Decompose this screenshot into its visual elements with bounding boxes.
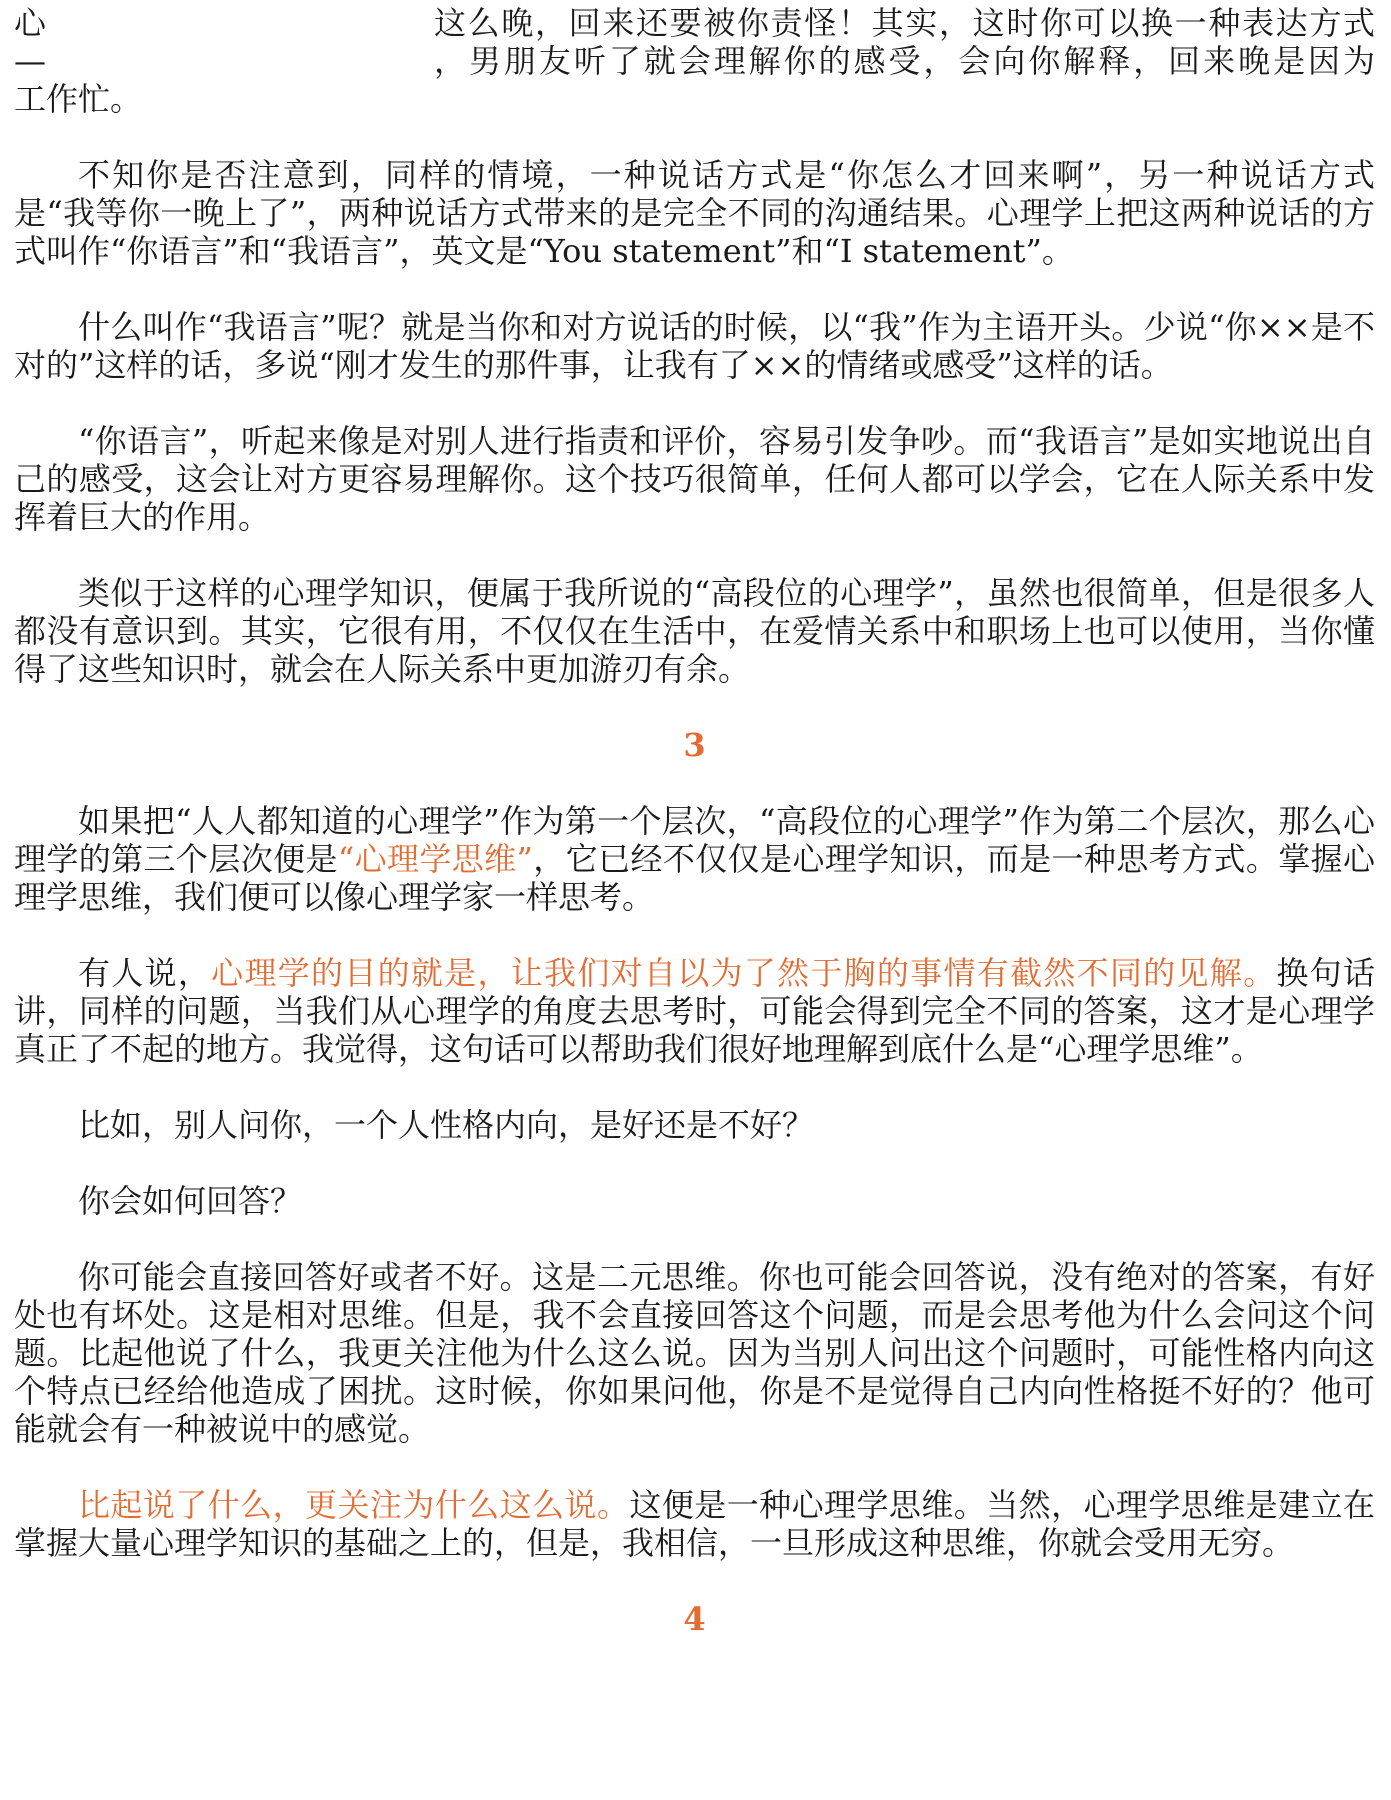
paragraph-10-text: 这便是一种心理学思维。当然，心理学思维是建立在掌握大量心理学知识的基础之上的，但是，我相信，一旦形成这种思维，你就会受用无穷。 [14,1486,1375,1562]
continuation-end: 工作忙。 [14,80,143,118]
continuation-line-1 [14,4,1375,42]
section-heading-4: 4 [683,1600,706,1638]
section-heading-3: 3 [683,726,706,764]
continuation-line-2 [14,42,1375,80]
paragraph-5 [14,802,1375,916]
paragraph-1: 不知你是否注意到，同样的情境，一种说话方式是“你怎么才回来啊”，另一种说话方式是“我等你一晚上了”，两种说话方式带来的是完全不同的沟通结果。心理学上把这两种说话的方式叫作“你语言”和“我语言”，英文是“You statement”和“I statement”。 [14,156,1375,270]
paragraph-9: 你可能会直接回答好或者不好。这是二元思维。你也可能会回答说，没有绝对的答案，有好处也有坏处。这是相对思维。但是，我不会直接回答这个问题，而是会思考他为什么会问这个问题。比起他说了什么，我更关注他为什么这么说。因为当别人问出这个问题时，可能性格内向这个特点已经给他造成了困扰。这时候，你如果问他，你是不是觉得自己内向性格挺不好的？他可能就会有一种被说中的感觉。 [14,1258,1375,1448]
paragraph-6-text-b: 换句话讲，同样的问题，当我们从心理学的角度去思考时，可能会得到完全不同的答案，这才是心理学真正了不起的地方。我觉得，这句话可以帮助我们很好地理解到底什么是“心理学思维”。 [14,954,1375,1068]
continuation-text: 这么晚，回来还要被你责怪！其实，这时你可以换一种表达方式 [434,4,1375,42]
highlight-quote: 心理学的目的就是，让我们对自以为了然于胸的事情有截然不同的见解。 [211,954,1277,992]
paragraph-8: 你会如何回答？ [78,1182,303,1220]
paragraph-10 [14,1486,1375,1562]
paragraph-6 [14,954,1375,1068]
paragraph-7: 比如，别人问你，一个人性格内向，是好还是不好？ [78,1106,815,1144]
paragraph-4: 类似于这样的心理学知识，便属于我所说的“高段位的心理学”，虽然也很简单，但是很多人都没有意识到。其实，它很有用，不仅仅在生活中，在爱情关系中和职场上也可以使用，当你懂得了这些知识时，就会在人际关系中更加游刃有余。 [14,574,1375,688]
paragraph-5-text-b: ，它已经不仅仅是心理学知识，而是一种思考方式。掌握心理学思维，我们便可以像心理学家一样思考。 [14,840,1375,916]
continuation-fragment: 心 [14,4,47,42]
continuation-dash: — [14,42,46,80]
highlight-key-idea: 比起说了什么，更关注为什么这么说。 [78,1486,630,1524]
paragraph-2: 什么叫作“我语言”呢？就是当你和对方说话的时候，以“我”作为主语开头。少说“你××是不对的”这样的话，多说“刚才发生的那件事，让我有了××的情绪或感受”这样的话。 [14,308,1375,384]
paragraph-5-text-a: 如果把“人人都知道的心理学”作为第一个层次，“高段位的心理学”作为第二个层次，那么心理学的第三个层次便是 [14,802,1375,878]
paragraph-3: “你语言”，听起来像是对别人进行指责和评价，容易引发争吵。而“我语言”是如实地说出自己的感受，这会让对方更容易理解你。这个技巧很简单，任何人都可以学会，它在人际关系中发挥着巨大的作用。 [14,422,1375,536]
continuation-text: ，男朋友听了就会理解你的感受，会向你解释，回来晚是因为 [434,42,1375,80]
highlight-psychology-thinking: “心理学思维” [337,840,533,878]
paragraph-6-text-a: 有人说， [78,954,212,992]
